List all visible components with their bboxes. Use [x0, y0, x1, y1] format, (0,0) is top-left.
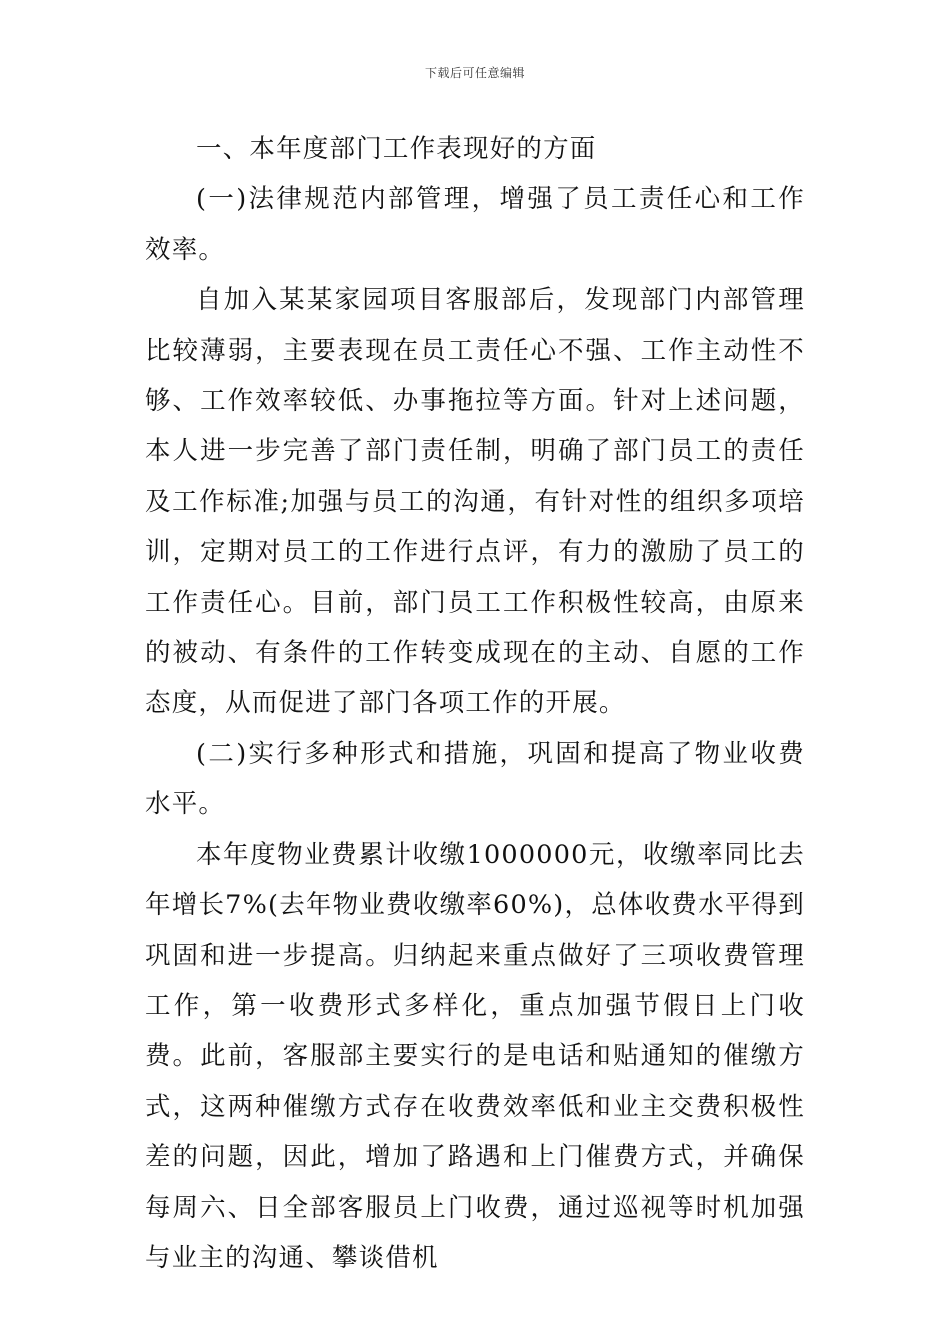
document-body	[145, 124, 805, 1283]
subsection-heading-2: (二)实行多种形式和措施，巩固和提高了物业收费水平。	[145, 738, 805, 820]
page-header: 下载后可任意编辑	[424, 66, 525, 80]
section-heading: 一、本年度部门工作表现好的方面	[196, 134, 597, 164]
paragraph-2: 本年度物业费累计收缴1000000元，收缴率同比去年增长7%(去年物业费收缴率60%)，总体收费水平得到巩固和进一步提高。归纳起来重点做好了三项收费管理工作，第一收费形式多样化，重点加强节假日上门收费。此前，客服部主要实行的是电话和贴通知的催缴方式，这两种催缴方式存在收费效率低和业主交费积极性差的问题，因此，增加了路遇和上门催费方式，并确保每周六、日全部客服员上门收费，通过巡视等时机加强与业主的沟通、攀谈借机	[145, 839, 805, 1273]
subsection-heading-1: (一)法律规范内部管理，增强了员工责任心和工作效率。	[145, 184, 805, 265]
paragraph-1: 自加入某某家园项目客服部后，发现部门内部管理比较薄弱，主要表现在员工责任心不强、工作主动性不够、工作效率较低、办事拖拉等方面。针对上述问题，本人进一步完善了部门责任制，明确了部门员工的责任及工作标准;加强与员工的沟通，有针对性的组织多项培训，定期对员工的工作进行点评，有力的激励了员工的工作责任心。目前，部门员工工作积极性较高，由原来的被动、有条件的工作转变成现在的主动、自愿的工作态度，从而促进了部门各项工作的开展。	[145, 285, 805, 719]
